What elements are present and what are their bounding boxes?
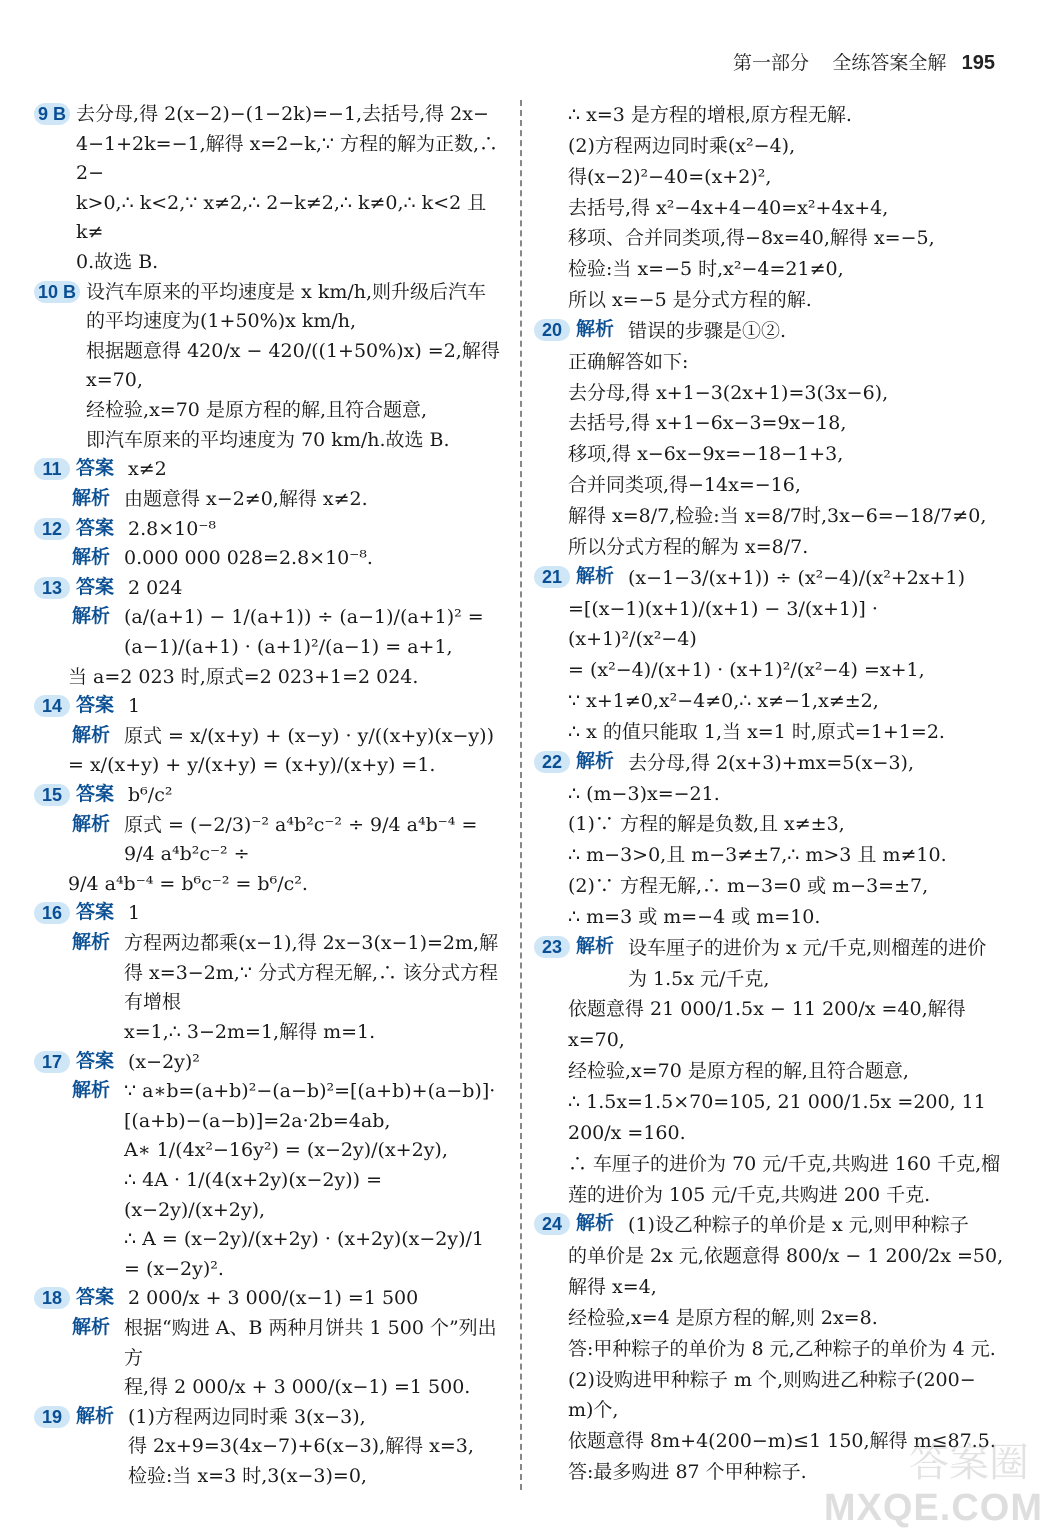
text-line: 所以分式方程的解为 x=8/7. bbox=[568, 535, 809, 558]
answer-item bbox=[34, 1048, 504, 1078]
keyword-label: 解析 bbox=[72, 1080, 111, 1102]
answer-item bbox=[34, 574, 504, 604]
answer-item bbox=[34, 100, 504, 278]
answer-item bbox=[534, 594, 1004, 748]
question-number-badge: 14 bbox=[34, 695, 70, 717]
text-line: 0.000 000 028=2.8×10⁻⁸. bbox=[124, 547, 373, 570]
text-line: (x−1−3/(x+1)) ÷ (x²−4)/(x²+2x+1) bbox=[628, 566, 965, 589]
keyword-label: 解析 bbox=[72, 932, 111, 954]
text-line: 正确解答如下: bbox=[568, 350, 689, 373]
answer-item bbox=[34, 870, 504, 900]
question-number-badge: 23 bbox=[534, 936, 570, 958]
keyword-label: 解析 bbox=[72, 487, 111, 509]
keyword-label: 答案 bbox=[76, 784, 115, 806]
keyword-label: 解析 bbox=[72, 606, 111, 628]
keyword-label: 解析 bbox=[72, 724, 111, 746]
question-number-badge: 12 bbox=[34, 518, 70, 540]
text-line: 方程两边都乘(x−1),得 2x−3(x−1)=2m,解 bbox=[124, 932, 499, 955]
answer-item bbox=[534, 563, 1004, 594]
text-line: 去括号,得 x+1−6x−3=9x−18, bbox=[568, 412, 847, 435]
text-line: (1)方程两边同时乘 3(x−3), bbox=[128, 1405, 366, 1428]
text-line: 经检验,x=70 是原方程的解,且符合题意, bbox=[568, 1060, 909, 1083]
text-line: 为 1.5x 元/千克, bbox=[628, 967, 770, 990]
text-line: b⁶/c² bbox=[128, 784, 173, 807]
answer-item bbox=[534, 100, 1004, 316]
answer-item bbox=[34, 1403, 504, 1492]
question-number-badge: 11 bbox=[34, 458, 70, 480]
text-line: 检验:当 x=3 时,3(x−3)=0, bbox=[128, 1465, 367, 1488]
text-line: 去分母,得 2(x+3)+mx=5(x−3), bbox=[628, 751, 914, 774]
text-line: 2.8×10⁻⁸ bbox=[128, 517, 216, 540]
text-line: 经检验,x=4 是原方程的解,则 2x=8. bbox=[568, 1306, 878, 1329]
answer-item bbox=[534, 779, 1004, 933]
header-title: 全练答案全解 bbox=[832, 53, 947, 74]
text-line: (x−2y)² bbox=[128, 1050, 200, 1073]
text-line: = (x²−4)/(x+1) · (x+1)²/(x²−4) =x+1, bbox=[568, 659, 925, 682]
text-line: 解得 x=4, bbox=[568, 1276, 657, 1299]
text-line: 移项,得 x−6x−9x=−18−1+3, bbox=[568, 443, 844, 466]
keyword-label: 解析 bbox=[72, 547, 111, 569]
text-line: m)个, bbox=[568, 1399, 619, 1422]
text-line: ∴ m=3 或 m=−4 或 m=10. bbox=[568, 905, 821, 928]
text-line: ∵ a∗b=(a+b)²−(a−b)²=[(a+b)+(a−b)]· bbox=[124, 1080, 496, 1103]
question-number-badge: 15 bbox=[34, 784, 70, 806]
text-line: ∴ 1.5x=1.5×70=105, 21 000/1.5x =200, 11 200/x =160. bbox=[568, 1091, 992, 1144]
text-line: 的平均速度为(1+50%)x km/h, bbox=[86, 310, 357, 333]
text-line: 根据“购进 A、B 两种月饼共 1 500 个”列出方 bbox=[124, 1316, 497, 1369]
text-line: ∴ 车厘子的进价为 70 元/千克,共购进 160 千克,榴 bbox=[568, 1152, 1001, 1175]
keyword-label: 答案 bbox=[76, 517, 115, 539]
text-line: 0.故选 B. bbox=[76, 251, 159, 274]
keyword-label: 解析 bbox=[76, 1405, 115, 1427]
text-line: 当 a=2 023 时,原式=2 023+1=2 024. bbox=[68, 665, 419, 688]
text-line: 去分母,得 x+1−3(2x+1)=3(3x−6), bbox=[568, 381, 889, 404]
answer-item bbox=[534, 994, 1004, 1210]
text-line: ∴ 4A · 1/(4(x+2y)(x−2y)) = (x−2y)/(x+2y), bbox=[124, 1168, 389, 1221]
question-number-badge: 13 bbox=[34, 577, 70, 599]
page-number: 195 bbox=[961, 52, 995, 74]
answer-item bbox=[34, 899, 504, 929]
text-line: ∴ (m−3)x=−21. bbox=[568, 782, 720, 805]
answer-item bbox=[34, 781, 504, 811]
answer-item bbox=[534, 933, 1004, 995]
text-line: (a/(a+1) − 1/(a+1)) ÷ (a−1)/(a+1)² = (a−1)/(a+1) · (a+1)²/(a−1) = a+1, bbox=[124, 606, 490, 658]
text-line: 答:最多购进 87 个甲种粽子. bbox=[568, 1461, 807, 1484]
question-number-badge: 9 B bbox=[34, 103, 70, 125]
text-line: 答:甲种粽子的单价为 8 元,乙种粽子的单价为 4 元. bbox=[568, 1337, 996, 1360]
text-line: 莲的进价为 105 元/千克,共购进 200 千克. bbox=[568, 1183, 931, 1206]
answer-item bbox=[34, 663, 504, 693]
watermark: MXQE.COM bbox=[823, 1487, 1043, 1529]
keyword-label: 解析 bbox=[576, 1213, 615, 1235]
answer-item bbox=[534, 1210, 1004, 1241]
text-line: 依题意得 8m+4(200−m)≤1 150,解得 m≤87.5. bbox=[568, 1430, 996, 1453]
keyword-label: 答案 bbox=[76, 695, 115, 717]
text-line: A∗ 1/(4x²−16y²) = (x−2y)/(x+2y), bbox=[124, 1139, 448, 1162]
text-line: 1 bbox=[128, 902, 141, 925]
text-line: 程,得 2 000/x + 3 000/(x−1) =1 500. bbox=[124, 1376, 471, 1399]
text-line: 解得 x=8/7,检验:当 x=8/7时,3x−6=−18/7≠0, bbox=[568, 504, 987, 527]
text-line: 根据题意得 420/x − 420/((1+50%)x) =2,解得 x=70, bbox=[86, 339, 506, 392]
text-line: ∵ x+1≠0,x²−4≠0,∴ x≠−1,x≠±2, bbox=[568, 690, 879, 713]
text-line: 的单价是 2x 元,依题意得 800/x − 1 200/2x =50, bbox=[568, 1245, 1004, 1268]
text-line: 去括号,得 x²−4x+4−40=x²+4x+4, bbox=[568, 196, 889, 219]
text-line: =[(x−1)(x+1)/(x+1) − 3/(x+1)] · (x+1)²/(x²−4) bbox=[568, 597, 884, 651]
text-line: 2 024 bbox=[128, 576, 183, 599]
question-number-badge: 17 bbox=[34, 1051, 70, 1073]
text-line: 由题意得 x−2≠0,解得 x≠2. bbox=[124, 487, 368, 510]
answer-item bbox=[534, 347, 1004, 563]
watermark-cn: 答案圈 bbox=[909, 1440, 1029, 1486]
text-line: 得 x=3−2m,∵ 分式方程无解,∴ 该分式方程有增根 bbox=[124, 961, 499, 1014]
text-line: 原式 = (−2/3)⁻² a⁴b²c⁻² ÷ 9/4 a⁴b⁻⁴ = 9/4 a⁴b²c⁻² ÷ bbox=[124, 813, 484, 866]
text-line: x≠2 bbox=[128, 458, 167, 481]
answer-item bbox=[34, 603, 504, 662]
text-line: 1 bbox=[128, 695, 141, 718]
text-line: 9/4 a⁴b⁻⁴ = b⁶c⁻² = b⁶/c². bbox=[68, 872, 308, 895]
keyword-label: 答案 bbox=[76, 902, 115, 924]
answer-item bbox=[34, 1314, 504, 1403]
answer-item bbox=[534, 748, 1004, 779]
answer-item bbox=[34, 278, 504, 456]
text-line: ∴ x=3 是方程的增根,原方程无解. bbox=[568, 104, 852, 126]
text-line: 合并同类项,得−14x=−16, bbox=[568, 474, 801, 497]
text-line: 依题意得 21 000/1.5x − 11 200/x =40,解得 x=70, bbox=[568, 998, 972, 1052]
answer-item bbox=[34, 751, 504, 781]
text-line: 即汽车原来的平均速度为 70 km/h.故选 B. bbox=[86, 428, 450, 451]
answer-item bbox=[34, 1284, 504, 1314]
right-column bbox=[534, 100, 1004, 1488]
column-divider bbox=[520, 100, 522, 1490]
answer-item bbox=[34, 929, 504, 1047]
text-line: ∴ x 的值只能取 1,当 x=1 时,原式=1+1=2. bbox=[568, 720, 945, 743]
answer-item bbox=[534, 316, 1004, 347]
text-line: (1)设乙种粽子的单价是 x 元,则甲种粽子 bbox=[628, 1214, 969, 1237]
question-number-badge: 22 bbox=[534, 751, 570, 773]
text-line: 原式 = x/(x+y) + (x−y) · y/((x+y)(x−y)) bbox=[124, 724, 494, 747]
text-line: (1)∵ 方程的解是负数,且 x≠±3, bbox=[568, 813, 845, 836]
text-line: 4−1+2k=−1,解得 x=2−k,∵ 方程的解为正数,∴ 2− bbox=[76, 132, 505, 185]
header-part: 第一部分 bbox=[733, 53, 810, 74]
question-number-badge: 10 B bbox=[34, 281, 80, 303]
text-line: 得(x−2)²−40=(x+2)², bbox=[568, 165, 772, 188]
text-line: 设车厘子的进价为 x 元/千克,则榴莲的进价 bbox=[628, 936, 987, 959]
text-line: [(a+b)−(a−b)]=2a·2b=4ab, bbox=[124, 1109, 391, 1132]
keyword-label: 解析 bbox=[576, 750, 615, 772]
text-line: 所以 x=−5 是分式方程的解. bbox=[568, 289, 812, 312]
answer-item bbox=[34, 515, 504, 545]
text-line: 移项、合并同类项,得−8x=40,解得 x=−5, bbox=[568, 227, 935, 250]
question-number-badge: 19 bbox=[34, 1406, 70, 1428]
text-line: x=1,∴ 3−2m=1,解得 m=1. bbox=[124, 1020, 376, 1043]
text-line: 错误的步骤是①②. bbox=[628, 319, 787, 342]
answer-item bbox=[34, 485, 504, 515]
page-header bbox=[733, 48, 995, 75]
answer-item bbox=[34, 692, 504, 722]
keyword-label: 答案 bbox=[76, 576, 115, 598]
left-column bbox=[34, 100, 504, 1492]
keyword-label: 解析 bbox=[576, 318, 615, 340]
question-number-badge: 16 bbox=[34, 902, 70, 924]
text-line: (2)设购进甲种粽子 m 个,则购进乙种粽子(200− bbox=[568, 1368, 976, 1391]
keyword-label: 答案 bbox=[76, 1050, 115, 1072]
question-number-badge: 20 bbox=[534, 319, 570, 341]
text-line: 检验:当 x=−5 时,x²−4=21≠0, bbox=[568, 258, 844, 281]
text-line: ∴ m−3>0,且 m−3≠±7,∴ m>3 且 m≠10. bbox=[568, 844, 947, 867]
keyword-label: 解析 bbox=[72, 813, 111, 835]
text-line: = x/(x+y) + y/(x+y) = (x+y)/(x+y) =1. bbox=[68, 754, 436, 777]
answer-item bbox=[34, 722, 504, 752]
text-line: k>0,∴ k<2,∵ x≠2,∴ 2−k≠2,∴ k≠0,∴ k<2 且 k≠ bbox=[76, 191, 493, 244]
answer-item bbox=[34, 1077, 504, 1284]
keyword-label: 解析 bbox=[72, 1316, 111, 1338]
text-line: ∴ A = (x−2y)/(x+2y) · (x+2y)(x−2y)/1 = (x−2y)². bbox=[124, 1228, 491, 1280]
keyword-label: 解析 bbox=[576, 565, 615, 587]
keyword-label: 解析 bbox=[576, 935, 615, 957]
keyword-label: 答案 bbox=[76, 458, 115, 480]
text-line: (2)∵ 方程无解,∴ m−3=0 或 m−3=±7, bbox=[568, 875, 929, 898]
question-number-badge: 24 bbox=[534, 1213, 570, 1235]
question-number-badge: 21 bbox=[534, 566, 570, 588]
text-line: 得 2x+9=3(4x−7)+6(x−3),解得 x=3, bbox=[128, 1435, 474, 1458]
text-line: 2 000/x + 3 000/(x−1) =1 500 bbox=[128, 1287, 419, 1310]
answer-item bbox=[34, 811, 504, 870]
text-line: 设汽车原来的平均速度是 x km/h,则升级后汽车 bbox=[86, 280, 487, 303]
text-line: (2)方程两边同时乘(x²−4), bbox=[568, 134, 796, 157]
text-line: 经检验,x=70 是原方程的解,且符合题意, bbox=[86, 399, 428, 422]
keyword-label: 答案 bbox=[76, 1287, 115, 1309]
answer-item bbox=[34, 544, 504, 574]
text-line: 去分母,得 2(x−2)−(1−2k)=−1,去括号,得 2x− bbox=[76, 103, 489, 125]
answer-item bbox=[34, 455, 504, 485]
question-number-badge: 18 bbox=[34, 1287, 70, 1309]
